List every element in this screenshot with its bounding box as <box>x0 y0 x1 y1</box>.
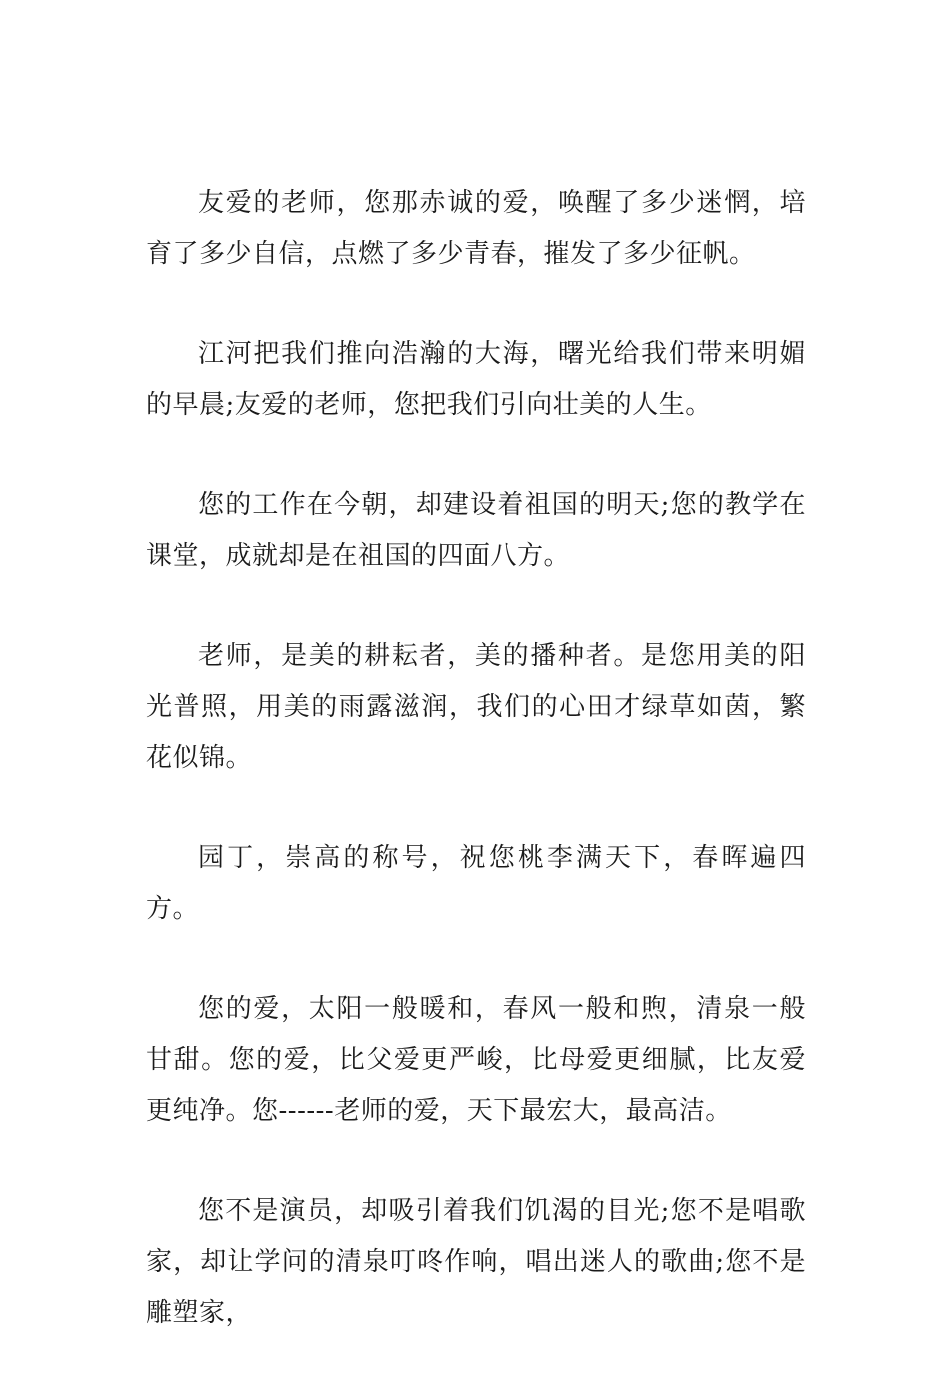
paragraph-2: 江河把我们推向浩瀚的大海，曙光给我们带来明媚的早晨;友爱的老师，您把我们引向壮美的人生。 <box>146 339 806 420</box>
paragraph-6: 您的爱，太阳一般暖和，春风一般和煦，清泉一般甘甜。您的爱，比父爱更严峻，比母爱更细腻，比友爱更纯净。您------老师的爱，天下最宏大，最高洁。 <box>146 994 806 1126</box>
paragraph-3: 您的工作在今朝，却建设着祖国的明天;您的教学在课堂，成就却是在祖国的四面八方。 <box>146 490 806 571</box>
paragraph-4: 老师，是美的耕耘者，美的播种者。是您用美的阳光普照，用美的雨露滋润，我们的心田才绿草如茵，繁花似锦。 <box>146 641 806 773</box>
paragraph-1: 友爱的老师，您那赤诚的爱，唤醒了多少迷惘，培育了多少自信，点燃了多少青春，摧发了多少征帆。 <box>146 188 806 269</box>
paragraph-5: 园丁，崇高的称号，祝您桃李满天下，春晖遍四方。 <box>146 843 806 924</box>
document-body <box>146 178 806 1388</box>
paragraph-7: 您不是演员，却吸引着我们饥渴的目光;您不是唱歌家，却让学问的清泉叮咚作响，唱出迷人的歌曲;您不是雕塑家， <box>146 1196 806 1328</box>
